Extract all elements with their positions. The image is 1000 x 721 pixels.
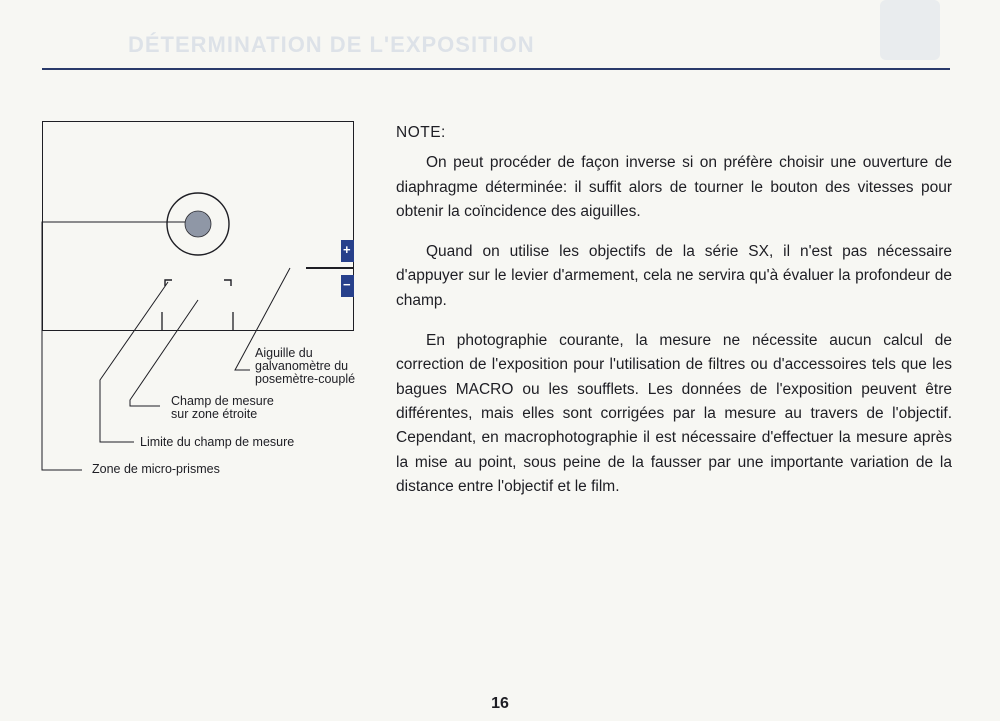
label-needle-1: Aiguille du [255,346,313,360]
label-narrow-field-1: Champ de mesure [171,394,274,408]
label-needle-2: galvanomètre du [255,359,349,373]
meter-minus-sign: − [343,277,351,292]
field-limit-bracket-right [224,280,231,286]
micro-prism-dot [185,211,211,237]
label-narrow-field-2: sur zone étroite [171,407,258,421]
note-text-column [396,121,952,515]
paragraph-3: En photographie courante, la mesure ne nécessite aucun calcul de correction de l'exposition pour l'utilisation de filtres ou d'accessoires tels que les bagues MACRO ou les soufflets. Les données de l'exposition peuvent être différentes, mais elles sont corrigées par la mesure au travers de l'objectif. Cependant, en macrophotographie il est nécessaire d'effectuer la mesure après la mise au point, sous peine de la fausser par une importante variation de la distance entre l'objectif et le film. [396,332,952,495]
label-field-limit: Limite du champ de mesure [140,435,295,449]
leader-narrow-field [130,300,198,406]
leader-micro-prism [42,222,185,470]
leader-field-limit [100,282,168,442]
meter-plus-sign: + [343,242,351,257]
bleed-through-title: DÉTERMINATION DE L'EXPOSITION [128,32,535,57]
label-micro-prism-zone: Zone de micro-prismes [92,462,220,476]
paragraph-2: Quand on utilise les objectifs de la série SX, il n'est pas nécessaire d'appuyer sur le levier d'armement, cela ne servira qu'à évaluer la profondeur de champ. [396,243,952,309]
page-number: 16 [491,695,509,712]
note-heading: NOTE: [396,124,446,141]
paragraph-1: On peut procéder de façon inverse si on préfère choisir une ouverture de diaphragme déterminée: il suffit alors de tourner le bouton des vitesses pour obtenir la coïncidence des aiguilles. [396,154,952,220]
label-needle-3: posemètre-couplé [255,372,356,386]
